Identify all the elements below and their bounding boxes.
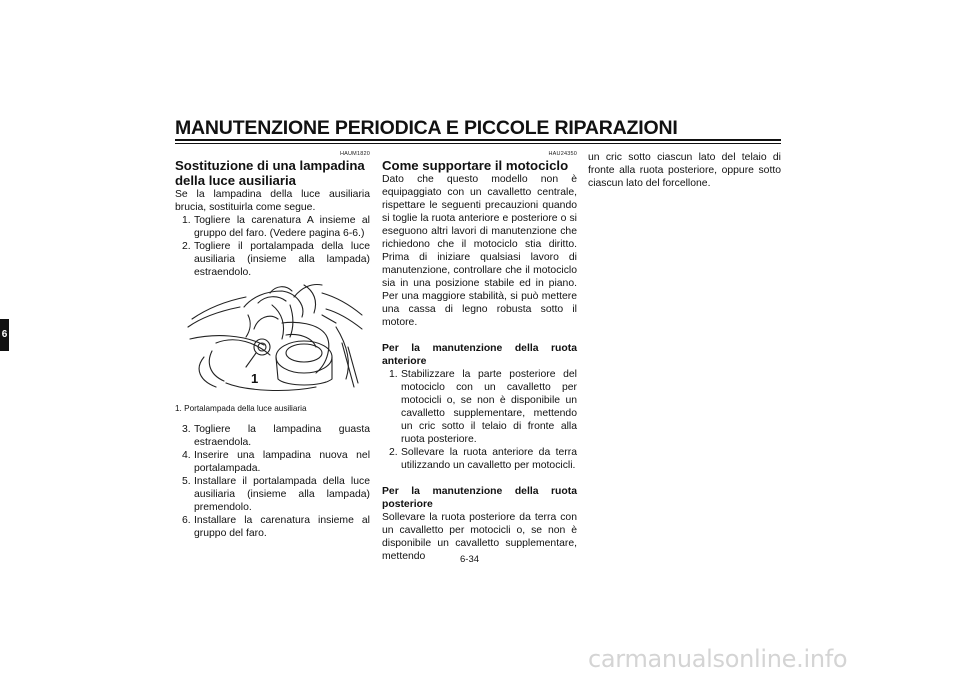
item-text: Stabilizzare la parte posteriore del motociclo con un cavalletto per motocicli o, se non è disponibile un cavalletto supplementare, mettendo un cric sotto il telaio di fronte alla ruota posteriore. (401, 369, 577, 445)
section-code: HAUM1820 (339, 151, 370, 157)
item-number: 5. (182, 476, 191, 487)
intro-text: Dato che questo modello non è equipaggiato con un cavalletto centrale, rispettare le seguenti precauzioni quando si toglie la ruota anteriore e posteriore o si eseguono altri lavori di manutenzione che richiedono che il motociclo stia diritto. Prima di iniziare qualsiasi lavoro di manutenzione, controllare che il motociclo sia in una posizione stabile ed in piano. Per una maggiore stabilità, si può mettere una cassa di legno robusta sotto il motore. (382, 174, 577, 328)
item-text: Sollevare la ruota anteriore da terra utilizzando un cavalletto per motocicli. (401, 447, 577, 471)
item-number: 3. (182, 424, 191, 435)
list-item (175, 423, 370, 449)
section-heading-line1: Sostituzione di una lampadina (175, 158, 365, 173)
middle-column (382, 151, 577, 563)
subheading-front: Per la manutenzione della ruota anteriore (382, 343, 577, 367)
item-number: 1. (389, 369, 398, 380)
continued-text: un cric sotto ciascun lato del telaio di fronte alla ruota posteriore, oppure sotto ciascun lato del forcellone. (588, 152, 781, 189)
subheading-rear: Per la manutenzione della ruota posteriore (382, 486, 577, 510)
item-number: 2. (389, 447, 398, 458)
item-text: Inserire una lampadina nuova nel portalampada. (194, 450, 370, 474)
section-heading-line2: della luce ausiliaria (175, 173, 296, 188)
item-text: Installare il portalampada della luce ausiliaria (insieme alla lampada) premendolo. (194, 476, 370, 513)
list-item (175, 214, 370, 240)
figure-callout: 1 (251, 371, 259, 386)
list-item (382, 368, 577, 446)
section-heading: Come supportare il motociclo (382, 158, 569, 173)
right-column (588, 151, 781, 190)
intro-text: Se la lampadina della luce ausiliaria brucia, sostituirla come segue. (175, 189, 370, 213)
item-number: 1. (182, 215, 191, 226)
steps-list-a (175, 214, 370, 279)
list-item (175, 449, 370, 475)
header-rule-thick (175, 139, 781, 141)
item-text: Togliere la lampadina guasta estraendola. (194, 424, 370, 448)
item-text: Togliere il portalampada della luce ausiliaria (insieme alla lampada) estraendolo. (194, 241, 370, 278)
bulb-holder-illustration (186, 283, 364, 395)
rear-text: Sollevare la ruota posteriore da terra con un cavalletto per motocicli o, se non è disponibile un cavalletto supplementare, mettendo (382, 512, 577, 562)
list-item (382, 446, 577, 472)
watermark-logo: carmanualsonline.info (588, 645, 848, 673)
figure-caption: 1. Portalampada della luce ausiliaria (175, 404, 307, 413)
list-item (175, 514, 370, 540)
item-text: Togliere la carenatura A insieme al gruppo del faro. (Vedere pagina 6-6.) (194, 215, 370, 239)
header-rule-thin (175, 143, 781, 144)
page-number: 6-34 (460, 554, 480, 565)
item-number: 2. (182, 241, 191, 252)
chapter-tab: 6 (0, 319, 9, 351)
steps-list-b (175, 423, 370, 540)
item-text: Installare la carenatura insieme al gruppo del faro. (194, 515, 370, 539)
section-heading (175, 158, 370, 188)
left-column (175, 151, 370, 279)
front-steps-list (382, 368, 577, 472)
item-number: 4. (182, 450, 191, 461)
section-code: HAU24350 (548, 151, 577, 157)
list-item (175, 475, 370, 514)
list-item (175, 240, 370, 279)
page-title: MANUTENZIONE PERIODICA E PICCOLE RIPARAZIONI (175, 117, 678, 139)
header (175, 117, 781, 139)
left-column-lower (175, 404, 370, 540)
item-number: 6. (182, 515, 191, 526)
